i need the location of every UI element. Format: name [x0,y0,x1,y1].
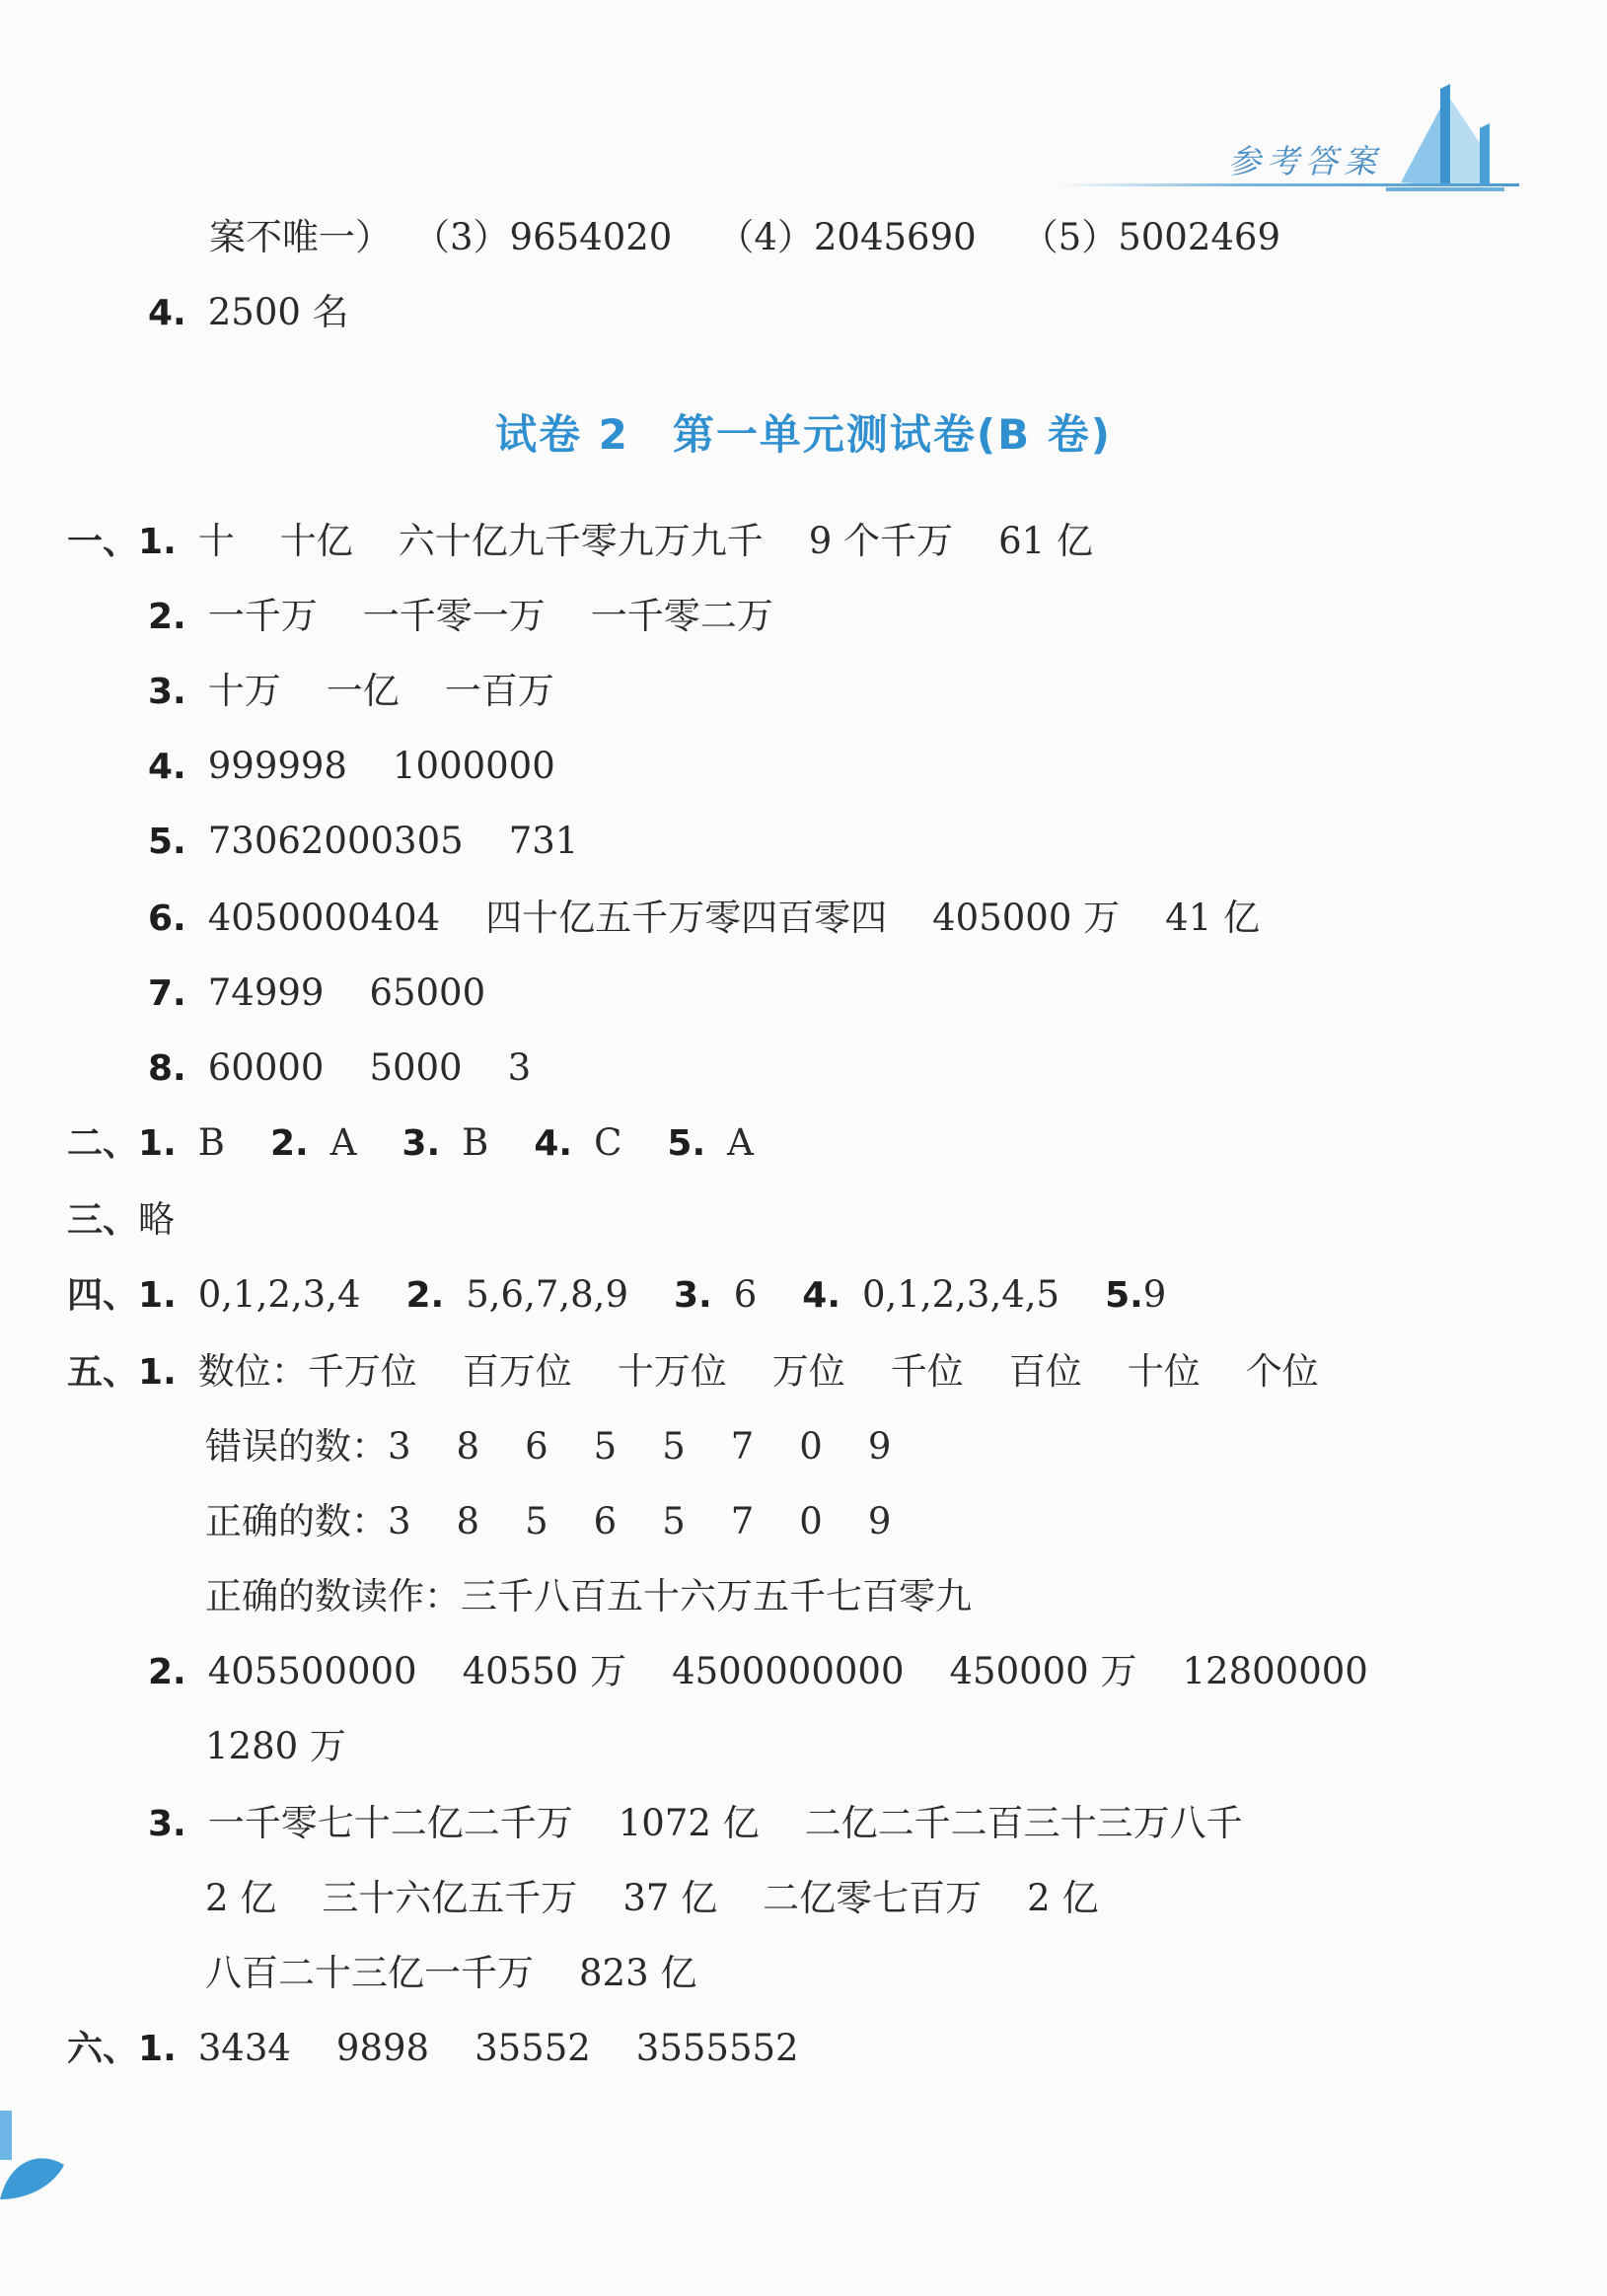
answer: 3434 [197,2027,291,2069]
question-number: 4. [148,293,186,333]
digit: 0 [799,1425,823,1468]
answer: 74999 [207,971,325,1014]
answer: 9 个千万 [808,520,954,562]
answer: 405500000 [207,1650,417,1692]
answer: 1280 万 [205,1725,346,1767]
section-title: 试卷 2 第一单元测试卷(B 卷) [495,410,1112,459]
continuation-text: 案不唯一） [209,216,392,258]
question-number: 2. [269,1123,309,1164]
s1-q4-line [148,745,555,787]
answer: 0,1,2,3,4,5 [862,1273,1060,1316]
answer: A [329,1121,357,1164]
answer: 十亿 [279,520,353,562]
continuation-line [209,216,1280,258]
s5-q1-positions-line [67,1350,1319,1393]
digit: 9 [867,1500,892,1543]
answer-5: （5）5002469 [1021,216,1280,258]
answer: 略 [138,1198,176,1241]
answer: 三十六亿五千万 [322,1877,578,1919]
position: 百万位 [462,1350,572,1393]
s2-line [67,1121,754,1164]
s1-q7-line [148,971,486,1014]
question-number: 1. [138,522,177,562]
position: 千位 [890,1350,964,1393]
position: 个位 [1245,1350,1319,1393]
answer: 999998 [207,745,347,787]
answer: 4050000404 [207,897,441,939]
question-number: 8. [148,1048,186,1089]
wrong-label: 错误的数： [205,1425,388,1468]
position: 万位 [771,1350,845,1393]
answer-4: （4）2045690 [717,216,977,258]
question-number: 6. [148,898,186,939]
question-number: 1. [138,1123,177,1164]
s6-q1-line [67,2027,799,2069]
answer: 405000 万 [932,897,1121,939]
position: 千万位 [307,1350,417,1393]
answer: 4500000000 [672,1650,905,1692]
answer: B [462,1121,489,1164]
digit: 3 [388,1500,411,1543]
answer: C [594,1121,622,1164]
question-4-line [148,291,349,333]
s4-line [67,1273,1167,1316]
header-label: 参考答案 [1228,142,1382,180]
answer: B [197,1121,225,1164]
question-number: 3. [402,1123,441,1164]
s1-q6-line [148,899,1260,937]
digit: 7 [730,1425,755,1468]
question-number: 1. [138,1352,177,1393]
answer: 2 亿 [1027,1877,1099,1919]
digit: 8 [456,1425,480,1468]
question-number: 3. [673,1275,712,1316]
answer: 731 [508,820,579,862]
digit: 6 [525,1425,548,1468]
s1-q2-line [148,595,773,637]
s3-line [67,1198,176,1241]
section-label: 二、 [67,1123,139,1164]
answer: 1000000 [392,745,555,787]
answer: 一千零一万 [362,595,546,637]
digit: 5 [662,1425,686,1468]
answer: 2 亿 [205,1877,277,1919]
answer: 二亿二千二百三十三万八千 [804,1802,1243,1844]
digit: 5 [525,1500,548,1543]
digit: 3 [388,1425,411,1468]
section-label: 一、 [67,522,139,562]
digit: 9 [867,1425,892,1468]
answer: 3555552 [635,2027,799,2069]
question-number: 3. [148,1804,186,1844]
answer: 9 [1142,1273,1167,1316]
question-number: 2. [405,1275,445,1316]
digit: 7 [730,1500,755,1543]
answer: 0,1,2,3,4 [197,1273,361,1316]
digit: 6 [593,1500,618,1543]
question-number: 5. [667,1123,706,1164]
answer: 六十亿九千零九万九千 [398,520,764,562]
answer: 一千万 [207,595,318,637]
corner-leaf-icon [0,2091,69,2199]
answer: 八百二十三亿一千万 [205,1952,534,1994]
answer-3: （3）9654020 [413,216,673,258]
answer: 二亿零七百万 [763,1877,983,1919]
answer: 60000 [207,1046,325,1089]
question-number: 4. [148,747,186,787]
answer: 35552 [475,2027,591,2069]
question-number: 5. [1105,1275,1143,1316]
digit: 0 [799,1500,823,1543]
question-number: 1. [138,2029,177,2069]
answer: 四十亿五千万零四百零四 [485,897,888,939]
position: 十位 [1127,1350,1201,1393]
s5-q1-read-line [205,1575,972,1617]
position: 十万位 [617,1350,727,1393]
answer: 823 亿 [579,1952,697,1994]
position: 百位 [1008,1350,1082,1393]
question-number: 4. [802,1275,840,1316]
s5-q3-line1 [148,1802,1243,1844]
digit: 8 [456,1500,480,1543]
s5-q2-line1 [148,1650,1368,1692]
answer: 一千零七十二亿二千万 [207,1802,573,1844]
answer: 2500 名 [207,291,349,333]
question-number: 7. [148,973,186,1014]
question-number: 5. [148,822,186,862]
s5-q3-line2 [205,1877,1099,1919]
header-rule [1056,183,1519,186]
answer: 37 亿 [622,1877,718,1919]
answer: 73062000305 [207,820,464,862]
answer: 12800000 [1182,1650,1368,1692]
digit: 5 [662,1500,686,1543]
s5-q3-line3 [205,1952,697,1994]
answer: 5000 [369,1046,463,1089]
question-number: 2. [148,1652,186,1692]
read-label: 正确的数读作： [205,1575,461,1617]
answer: 40550 万 [462,1650,627,1692]
answer: 一亿 [326,670,400,712]
answer: 450000 万 [949,1650,1137,1692]
answer: 十万 [207,670,281,712]
answer: 9898 [335,2027,430,2069]
question-number: 3. [148,672,186,712]
book-logo-icon [1381,69,1509,192]
positions-label: 数位： [197,1350,308,1393]
s1-q3-line [148,670,554,712]
section-label: 三、 [67,1200,139,1241]
question-number: 1. [138,1275,177,1316]
read-text: 三千八百五十六万五千七百零九 [461,1575,972,1617]
answer: 65000 [369,971,486,1014]
answer: 一百万 [444,670,554,712]
question-number: 4. [534,1123,573,1164]
answer: 一千零二万 [590,595,773,637]
section-label: 六、 [67,2029,139,2069]
answer: 41 亿 [1165,897,1260,939]
answer: 5,6,7,8,9 [466,1273,628,1316]
s5-q1-right-line [205,1500,892,1543]
right-label: 正确的数： [205,1500,388,1543]
s5-q1-wrong-line [205,1425,892,1468]
section-label: 五、 [67,1352,139,1393]
question-number: 2. [148,597,186,637]
s1-q1-line [67,520,1093,562]
answer: 十 [197,520,235,562]
answer: 6 [733,1273,758,1316]
answer: 61 亿 [998,520,1093,562]
answer: 1072 亿 [618,1802,760,1844]
s1-q5-line [148,820,579,862]
answer: 3 [507,1046,532,1089]
s5-q2-line2 [205,1725,346,1767]
answer: A [727,1121,754,1164]
s1-q8-line [148,1046,532,1089]
section-label: 四、 [67,1275,139,1316]
digit: 5 [593,1425,618,1468]
